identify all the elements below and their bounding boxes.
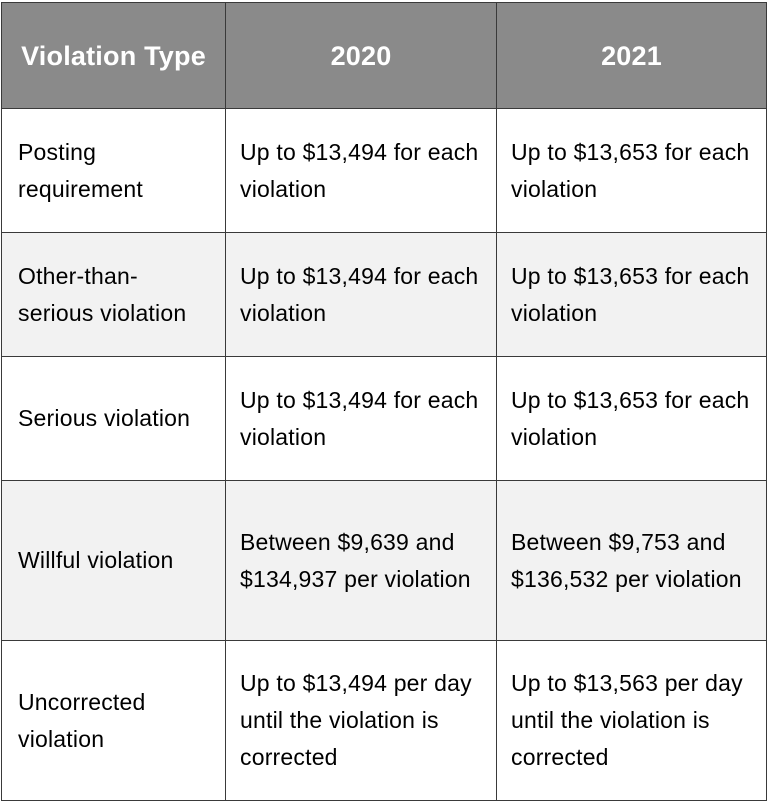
penalty-2020-cell: Up to $13,494 per day until the violation is corrected: [226, 641, 497, 801]
table-row: [2, 641, 767, 801]
header-2021: 2021: [497, 3, 767, 109]
penalty-2020-cell: Up to $13,494 for each violation: [226, 357, 497, 481]
violation-type-cell: Posting requirement: [2, 109, 226, 233]
table-row: [2, 481, 767, 641]
penalty-2020-cell: Between $9,639 and $134,937 per violation: [226, 481, 497, 641]
penalty-2021-cell: Up to $13,563 per day until the violation is corrected: [497, 641, 767, 801]
table-row: [2, 109, 767, 233]
header-row: [2, 3, 767, 109]
violation-type-cell: Uncorrected violation: [2, 641, 226, 801]
penalty-2021-cell: Between $9,753 and $136,532 per violation: [497, 481, 767, 641]
violation-type-cell: Willful violation: [2, 481, 226, 641]
violation-type-cell: Other-than-serious violation: [2, 233, 226, 357]
penalty-2020-cell: Up to $13,494 for each violation: [226, 233, 497, 357]
table-row: [2, 357, 767, 481]
penalty-table: [1, 2, 767, 801]
header-2020: 2020: [226, 3, 497, 109]
violation-type-cell: Serious violation: [2, 357, 226, 481]
penalty-2021-cell: Up to $13,653 for each violation: [497, 357, 767, 481]
header-violation-type: Violation Type: [2, 3, 226, 109]
table-row: [2, 233, 767, 357]
penalty-2021-cell: Up to $13,653 for each violation: [497, 233, 767, 357]
penalty-2021-cell: Up to $13,653 for each violation: [497, 109, 767, 233]
penalty-2020-cell: Up to $13,494 for each violation: [226, 109, 497, 233]
